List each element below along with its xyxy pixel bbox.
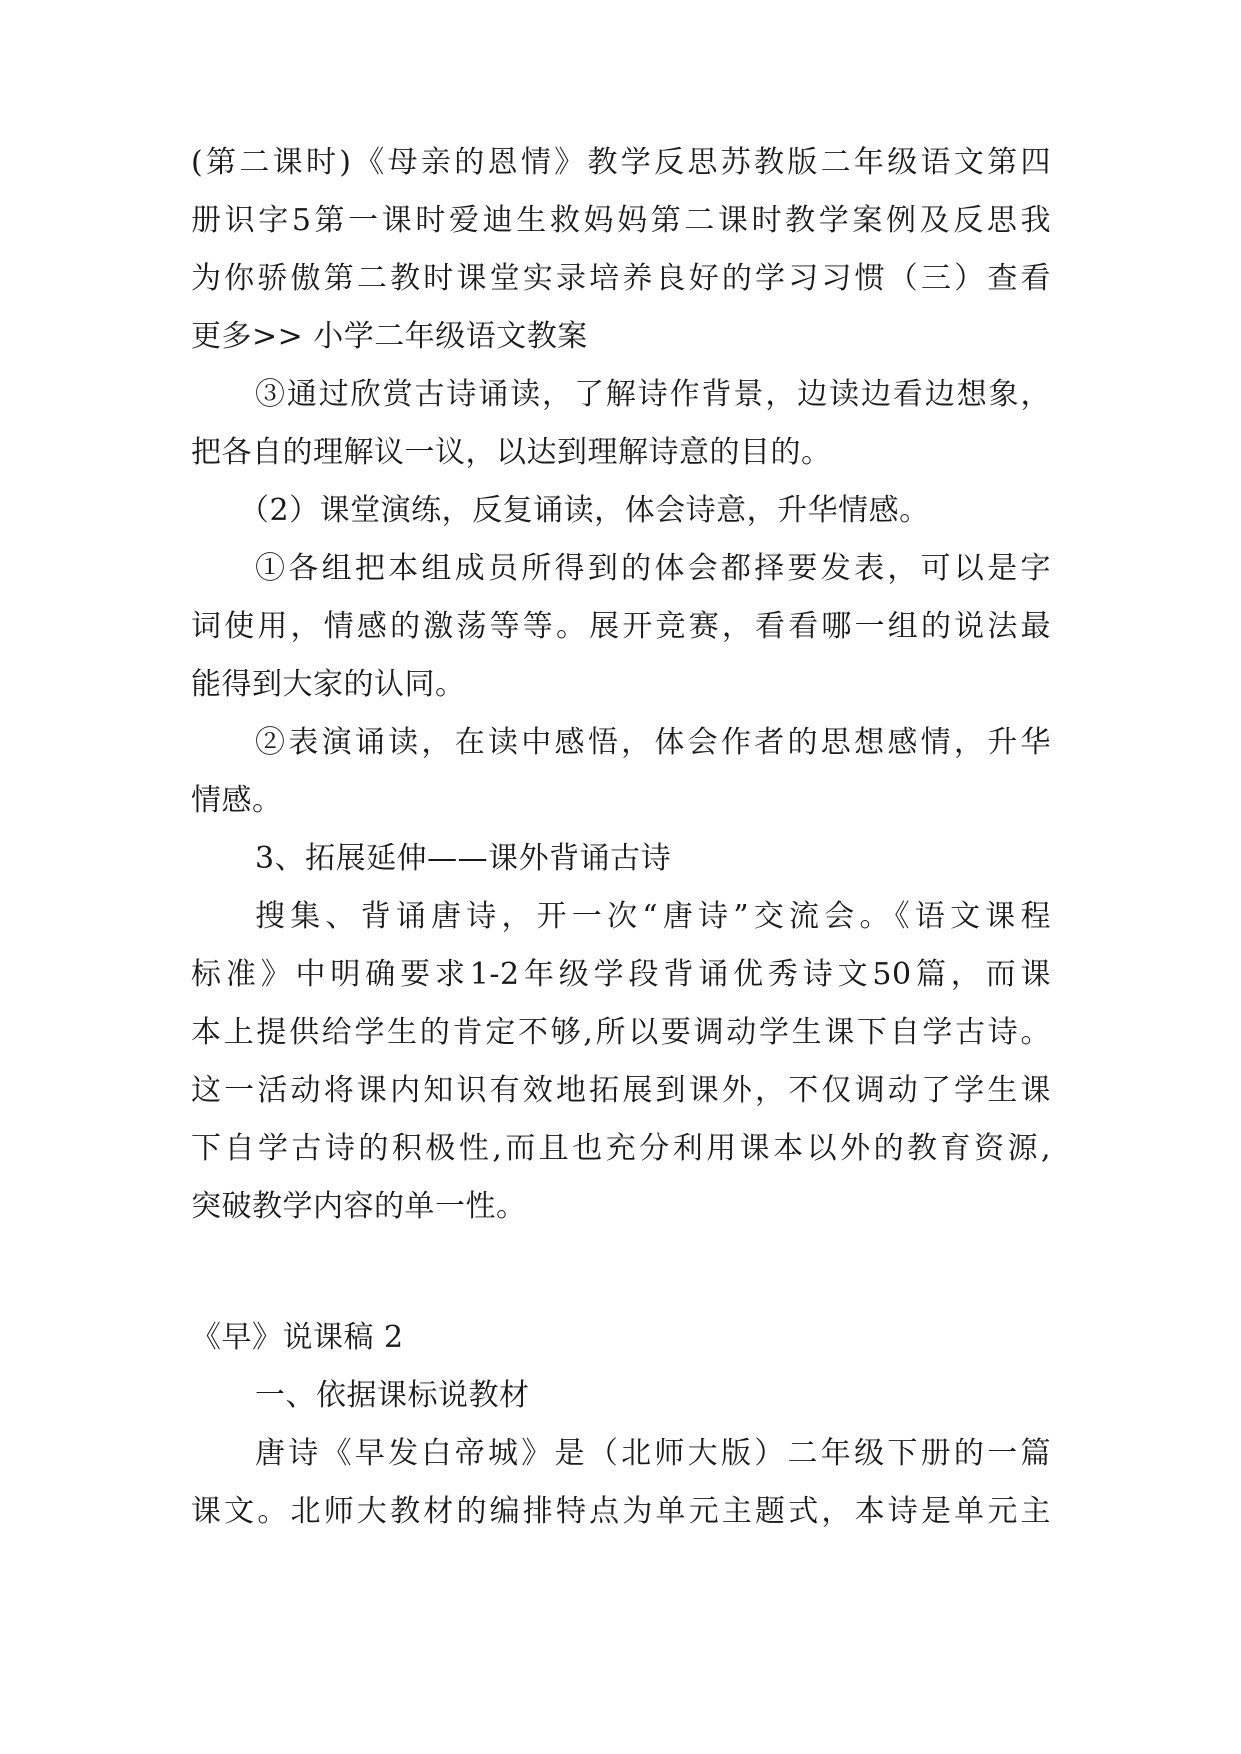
paragraph-line: 情感。 bbox=[191, 783, 283, 818]
paragraph-line: (第二课时)《母亲的恩情》教学反思苏教版二年级语文第四 bbox=[191, 145, 1051, 180]
paragraph-line: ②表演诵读，在读中感悟，体会作者的思想感情，升华 bbox=[255, 725, 1051, 760]
paragraph-line: 这一活动将课内知识有效地拓展到课外，不仅调动了学生课 bbox=[191, 1073, 1051, 1108]
paragraph-line: 搜集、背诵唐诗，开一次“唐诗”交流会。《语文课程 bbox=[255, 899, 1051, 934]
paragraph-line: 词使用，情感的激荡等等。展开竞赛，看看哪一组的说法最 bbox=[191, 609, 1051, 644]
paragraph-line: 册识字5第一课时爱迪生救妈妈第二课时教学案例及反思我 bbox=[191, 203, 1051, 238]
paragraph-line: 本上提供给学生的肯定不够,所以要调动学生课下自学古诗。 bbox=[191, 1015, 1051, 1050]
paragraph-line: 课文。北师大教材的编排特点为单元主题式，本诗是单元主 bbox=[191, 1494, 1051, 1529]
paragraph-line: 更多>> 小学二年级语文教案 bbox=[191, 319, 588, 354]
section-heading: 一、依据课标说教材 bbox=[255, 1378, 530, 1413]
paragraph-line: 唐诗《早发白帝城》是（北师大版）二年级下册的一篇 bbox=[255, 1436, 1051, 1471]
section-heading: 3、拓展延伸——课外背诵古诗 bbox=[255, 841, 672, 876]
paragraph-line: 标准》中明确要求1-2年级学段背诵优秀诗文50篇，而课 bbox=[191, 957, 1051, 992]
paragraph-line: ③通过欣赏古诗诵读，了解诗作背景，边读边看边想象， bbox=[255, 377, 1051, 412]
paragraph-line: 突破教学内容的单一性。 bbox=[191, 1189, 527, 1224]
paragraph-line: 把各自的理解议一议，以达到理解诗意的目的。 bbox=[191, 435, 832, 470]
paragraph-line: ①各组把本组成员所得到的体会都择要发表，可以是字 bbox=[255, 551, 1051, 586]
document-title: 《早》说课稿 2 bbox=[191, 1320, 404, 1355]
paragraph-line: （2）课堂演练，反复诵读，体会诗意，升华情感。 bbox=[239, 493, 930, 528]
paragraph-line: 下自学古诗的积极性,而且也充分利用课本以外的教育资源, bbox=[191, 1131, 1051, 1166]
paragraph-line: 能得到大家的认同。 bbox=[191, 667, 466, 702]
paragraph-line: 为你骄傲第二教时课堂实录培养良好的学习习惯（三）查看 bbox=[191, 261, 1051, 296]
